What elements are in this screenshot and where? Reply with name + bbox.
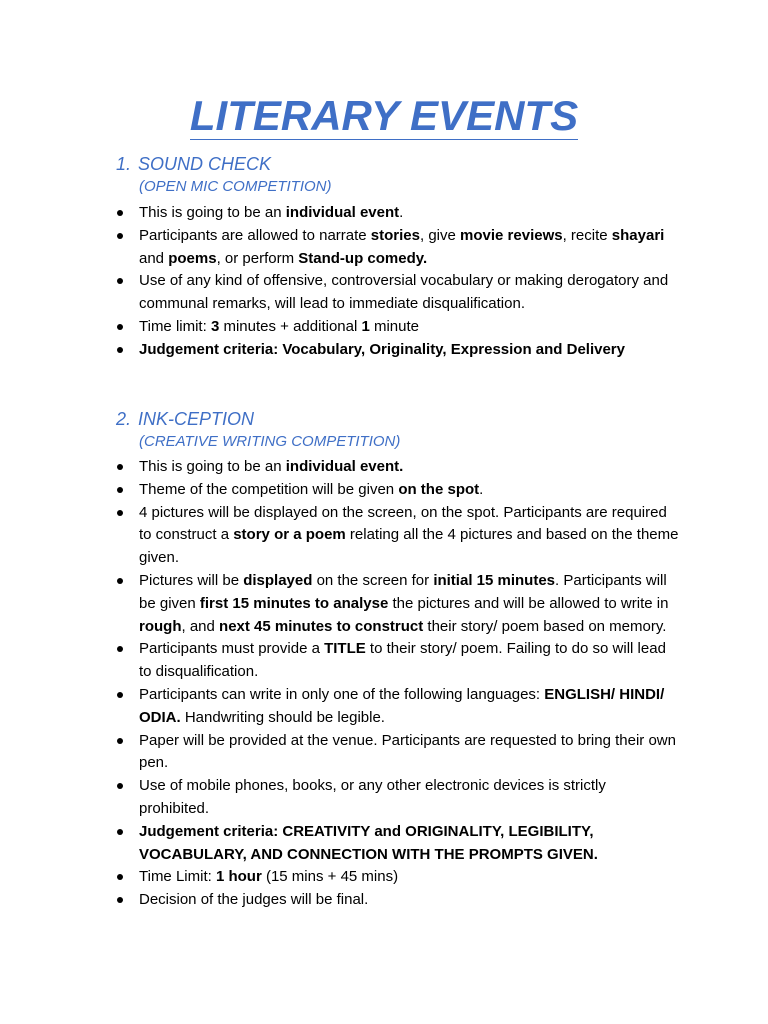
list-item: This is going to be an individual event. <box>0 456 679 479</box>
bullet-list <box>0 456 679 912</box>
section-heading: 1. SOUND CHECK <box>116 154 272 174</box>
list-item: Judgement criteria: Vocabulary, Originality, Expression and Delivery <box>0 339 679 362</box>
list-item: Time limit: 3 minutes + additional 1 minute <box>0 316 679 339</box>
bullet-icon <box>117 783 123 789</box>
bullet-icon <box>117 210 123 216</box>
list-item: Decision of the judges will be final. <box>0 889 679 912</box>
bullet-icon <box>117 464 123 470</box>
bullet-list <box>0 202 679 362</box>
bullet-icon <box>117 278 123 284</box>
bullet-icon <box>117 829 123 835</box>
list-item: Pictures will be displayed on the screen for initial 15 minutes. Participants will be given first 15 minutes to analyse the pictures and will be allowed to write in rough, and next 45 minutes to construct their story/ poem based on memory. <box>0 570 679 638</box>
section-heading: 2. INK-CEPTION <box>116 409 255 429</box>
page-title: LITERARY EVENTS <box>189 92 579 139</box>
bullet-icon <box>117 324 123 330</box>
bullet-icon <box>117 578 123 584</box>
list-item: Participants must provide a TITLE to their story/ poem. Failing to do so will lead to disqualification. <box>0 638 679 684</box>
list-item: Participants can write in only one of the following languages: ENGLISH/ HINDI/ ODIA. Handwriting should be legible. <box>0 684 679 730</box>
bullet-icon <box>117 646 123 652</box>
section-subheading: (OPEN MIC COMPETITION) <box>139 178 332 195</box>
list-item: This is going to be an individual event. <box>0 202 679 225</box>
list-item: Judgement criteria: CREATIVITY and ORIGINALITY, LEGIBILITY, VOCABULARY, AND CONNECTION WITH THE PROMPTS GIVEN. <box>0 821 679 867</box>
list-item: Paper will be provided at the venue. Participants are requested to bring their own pen. <box>0 730 679 776</box>
list-item: 4 pictures will be displayed on the screen, on the spot. Participants are required to construct a story or a poem relating all the 4 pictures and based on the theme given. <box>0 502 679 570</box>
bullet-icon <box>117 738 123 744</box>
bullet-icon <box>117 487 123 493</box>
list-item: Use of any kind of offensive, controversial vocabulary or making derogatory and communal remarks, will lead to immediate disqualification. <box>0 270 679 316</box>
section-subheading: (CREATIVE WRITING COMPETITION) <box>139 433 401 450</box>
bullet-icon <box>117 897 123 903</box>
bullet-icon <box>117 874 123 880</box>
list-item: Use of mobile phones, books, or any other electronic devices is strictly prohibited. <box>0 775 679 821</box>
bullet-icon <box>117 692 123 698</box>
bullet-icon <box>117 233 123 239</box>
list-item: Participants are allowed to narrate stories, give movie reviews, recite shayari and poems, or perform Stand-up comedy. <box>0 225 679 271</box>
bullet-icon <box>117 510 123 516</box>
bullet-icon <box>117 347 123 353</box>
list-item: Time Limit: 1 hour (15 mins + 45 mins) <box>0 866 679 889</box>
list-item: Theme of the competition will be given on the spot. <box>0 479 679 502</box>
